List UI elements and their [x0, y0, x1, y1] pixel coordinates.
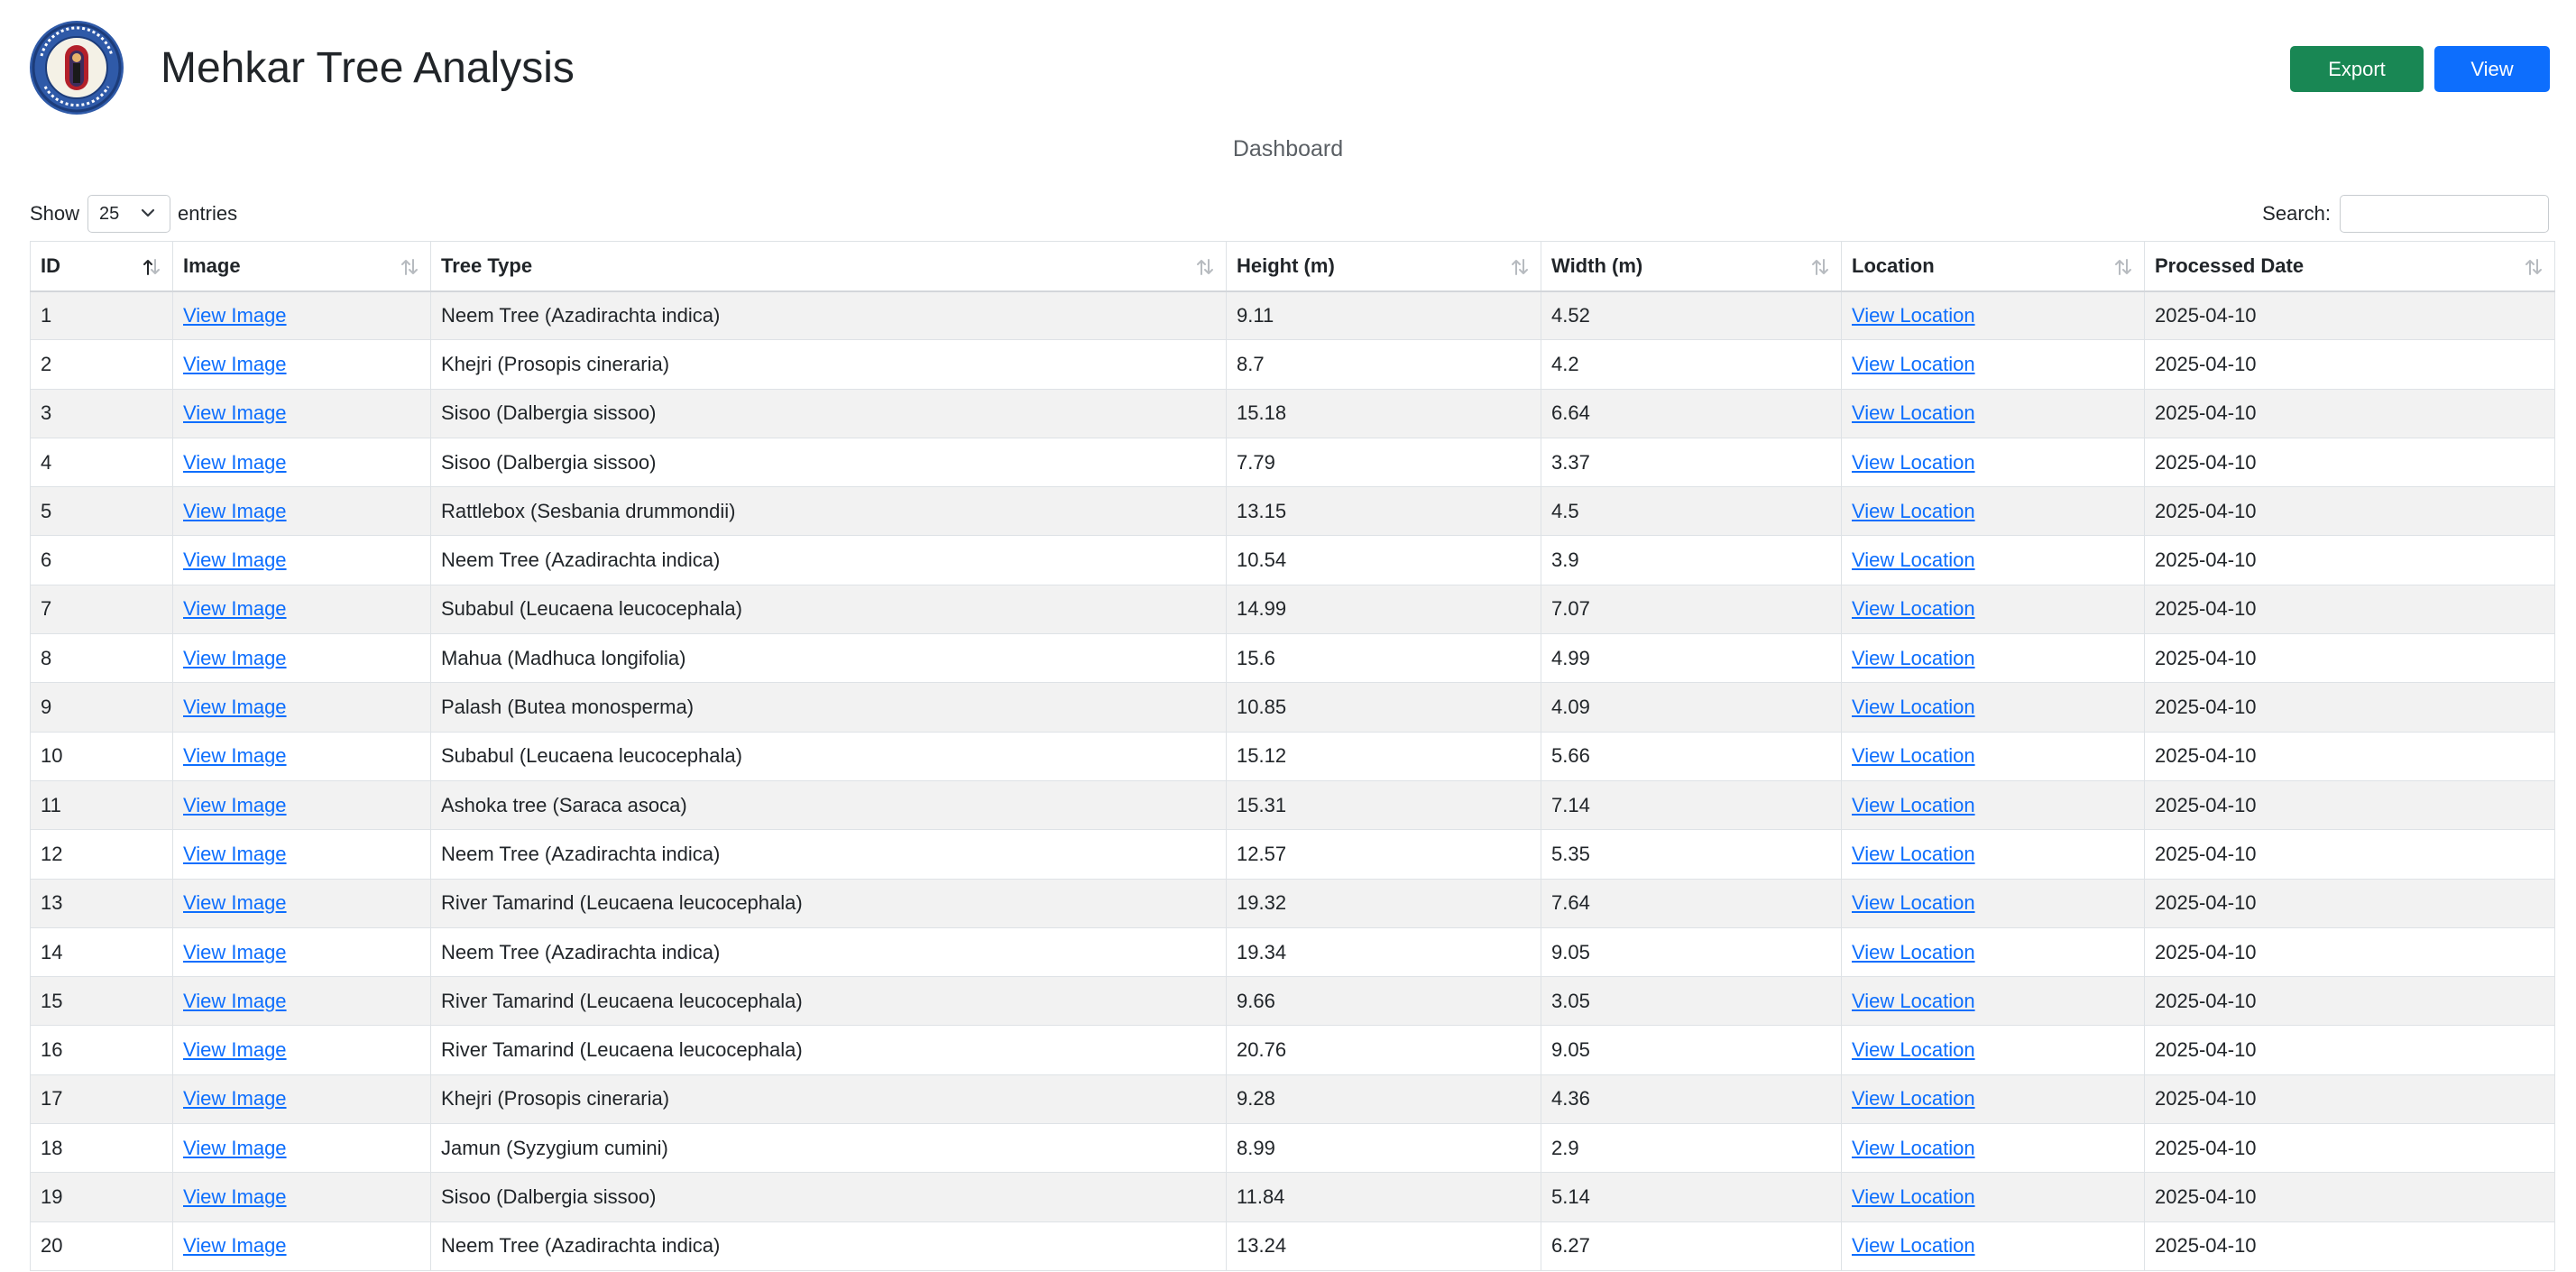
column-header-processed-date[interactable]	[2145, 242, 2555, 291]
cell-location	[1842, 389, 2145, 438]
cell-location	[1842, 585, 2145, 633]
table-row	[31, 1074, 2555, 1123]
table-body	[31, 291, 2555, 1271]
cell-id: 18	[31, 1124, 173, 1173]
cell-processed-date: 2025-04-10	[2145, 1124, 2555, 1173]
cell-image	[173, 732, 431, 780]
cell-location	[1842, 927, 2145, 976]
cell-id: 4	[31, 438, 173, 486]
table-row	[31, 585, 2555, 633]
cell-processed-date: 2025-04-10	[2145, 634, 2555, 683]
cell-width: 5.35	[1541, 830, 1842, 879]
cell-location	[1842, 732, 2145, 780]
cell-processed-date: 2025-04-10	[2145, 780, 2555, 829]
cell-image	[173, 830, 431, 879]
column-header-id[interactable]	[31, 242, 173, 291]
column-header-tree-type[interactable]	[431, 242, 1227, 291]
entries-select-value: 25	[99, 204, 120, 224]
cell-tree-type: Neem Tree (Azadirachta indica)	[431, 536, 1227, 585]
column-header-image[interactable]	[173, 242, 431, 291]
column-header-label: Tree Type	[441, 253, 533, 277]
view-image-link[interactable]: View Image	[183, 597, 287, 621]
cell-id: 17	[31, 1074, 173, 1123]
table-row	[31, 389, 2555, 438]
view-location-link[interactable]: View Location	[1852, 303, 1975, 327]
table-row	[31, 977, 2555, 1026]
cell-image	[173, 536, 431, 585]
column-header-height[interactable]	[1227, 242, 1541, 291]
cell-width: 7.64	[1541, 879, 1842, 927]
cell-height: 13.15	[1227, 487, 1541, 536]
cell-location	[1842, 340, 2145, 389]
cell-height: 15.12	[1227, 732, 1541, 780]
cell-id: 15	[31, 977, 173, 1026]
view-location-link[interactable]: View Location	[1852, 891, 1975, 915]
cell-height: 20.76	[1227, 1026, 1541, 1074]
view-location-link[interactable]: View Location	[1852, 401, 1975, 425]
cell-processed-date: 2025-04-10	[2145, 340, 2555, 389]
cell-height: 19.34	[1227, 927, 1541, 976]
view-location-link[interactable]: View Location	[1852, 1184, 1975, 1208]
cell-id: 12	[31, 830, 173, 879]
view-image-link[interactable]: View Image	[183, 842, 287, 865]
cell-height: 10.54	[1227, 536, 1541, 585]
table-row	[31, 634, 2555, 683]
cell-processed-date: 2025-04-10	[2145, 927, 2555, 976]
view-location-link[interactable]: View Location	[1852, 793, 1975, 816]
view-image-link[interactable]: View Image	[183, 940, 287, 963]
cell-location	[1842, 780, 2145, 829]
cell-processed-date: 2025-04-10	[2145, 438, 2555, 486]
cell-height: 7.79	[1227, 438, 1541, 486]
cell-tree-type: River Tamarind (Leucaena leucocephala)	[431, 977, 1227, 1026]
cell-id: 7	[31, 585, 173, 633]
view-location-link[interactable]: View Location	[1852, 548, 1975, 572]
cell-tree-type: River Tamarind (Leucaena leucocephala)	[431, 1026, 1227, 1074]
view-image-link[interactable]: View Image	[183, 401, 287, 425]
cell-location	[1842, 487, 2145, 536]
view-image-link[interactable]: View Image	[183, 499, 287, 522]
cell-processed-date: 2025-04-10	[2145, 1221, 2555, 1270]
table-row	[31, 487, 2555, 536]
cell-id: 20	[31, 1221, 173, 1270]
view-location-link[interactable]: View Location	[1852, 597, 1975, 621]
cell-width: 9.05	[1541, 927, 1842, 976]
table-row	[31, 1026, 2555, 1074]
table-header-row	[31, 242, 2555, 291]
cell-height: 9.28	[1227, 1074, 1541, 1123]
cell-processed-date: 2025-04-10	[2145, 1026, 2555, 1074]
view-location-link[interactable]: View Location	[1852, 696, 1975, 719]
table-row	[31, 536, 2555, 585]
cell-width: 4.09	[1541, 683, 1842, 732]
view-location-link[interactable]: View Location	[1852, 1136, 1975, 1159]
cell-width: 5.66	[1541, 732, 1842, 780]
cell-width: 3.9	[1541, 536, 1842, 585]
cell-width: 2.9	[1541, 1124, 1842, 1173]
search-control	[2262, 194, 2549, 234]
cell-height: 9.11	[1227, 291, 1541, 340]
cell-location	[1842, 536, 2145, 585]
cell-width: 4.52	[1541, 291, 1842, 340]
view-location-link[interactable]: View Location	[1852, 450, 1975, 474]
trees-table	[30, 241, 2555, 1271]
cell-height: 13.24	[1227, 1221, 1541, 1270]
cell-processed-date: 2025-04-10	[2145, 977, 2555, 1026]
cell-width: 5.14	[1541, 1173, 1842, 1221]
view-location-link[interactable]: View Location	[1852, 352, 1975, 375]
cell-id: 10	[31, 732, 173, 780]
table-row	[31, 732, 2555, 780]
cell-location	[1842, 1026, 2145, 1074]
table-row	[31, 830, 2555, 879]
cell-image	[173, 1074, 431, 1123]
cell-id: 1	[31, 291, 173, 340]
cell-id: 8	[31, 634, 173, 683]
cell-tree-type: Khejri (Prosopis cineraria)	[431, 340, 1227, 389]
chevron-down-icon	[139, 204, 157, 222]
column-header-location[interactable]	[1842, 242, 2145, 291]
cell-id: 13	[31, 879, 173, 927]
view-image-link[interactable]: View Image	[183, 548, 287, 572]
view-location-link[interactable]: View Location	[1852, 842, 1975, 865]
view-image-link[interactable]: View Image	[183, 744, 287, 768]
view-image-link[interactable]: View Image	[183, 1184, 287, 1208]
cell-tree-type: Subabul (Leucaena leucocephala)	[431, 585, 1227, 633]
cell-processed-date: 2025-04-10	[2145, 879, 2555, 927]
cell-height: 9.66	[1227, 977, 1541, 1026]
cell-location	[1842, 1074, 2145, 1123]
sort-icon	[2113, 258, 2133, 276]
cell-height: 12.57	[1227, 830, 1541, 879]
cell-tree-type: Khejri (Prosopis cineraria)	[431, 1074, 1227, 1123]
cell-height: 8.7	[1227, 340, 1541, 389]
column-header-label: Image	[183, 253, 241, 277]
cell-height: 19.32	[1227, 879, 1541, 927]
cell-location	[1842, 291, 2145, 340]
dashboard-subtitle: Dashboard	[1232, 136, 1344, 161]
view-image-link[interactable]: View Image	[183, 891, 287, 915]
view-image-link[interactable]: View Image	[183, 1136, 287, 1159]
cell-image	[173, 780, 431, 829]
cell-processed-date: 2025-04-10	[2145, 389, 2555, 438]
table-row	[31, 780, 2555, 829]
view-location-link[interactable]: View Location	[1852, 1234, 1975, 1258]
cell-processed-date: 2025-04-10	[2145, 1173, 2555, 1221]
entries-control	[30, 194, 237, 234]
cell-image	[173, 1173, 431, 1221]
view-image-link[interactable]: View Image	[183, 793, 287, 816]
cell-height: 15.6	[1227, 634, 1541, 683]
view-image-link[interactable]: View Image	[183, 450, 287, 474]
table-row	[31, 879, 2555, 927]
cell-processed-date: 2025-04-10	[2145, 487, 2555, 536]
cell-image	[173, 340, 431, 389]
cell-image	[173, 1221, 431, 1270]
cell-height: 10.85	[1227, 683, 1541, 732]
municipal-seal-logo	[29, 20, 124, 115]
cell-tree-type: Palash (Butea monosperma)	[431, 683, 1227, 732]
view-location-link[interactable]: View Location	[1852, 989, 1975, 1012]
cell-tree-type: Sisoo (Dalbergia sissoo)	[431, 1173, 1227, 1221]
cell-width: 6.27	[1541, 1221, 1842, 1270]
cell-image	[173, 1124, 431, 1173]
cell-processed-date: 2025-04-10	[2145, 1074, 2555, 1123]
cell-width: 4.5	[1541, 487, 1842, 536]
cell-image	[173, 389, 431, 438]
cell-tree-type: Neem Tree (Azadirachta indica)	[431, 927, 1227, 976]
cell-width: 6.64	[1541, 389, 1842, 438]
cell-processed-date: 2025-04-10	[2145, 291, 2555, 340]
export-data-button[interactable]: Export Data	[2290, 46, 2424, 92]
cell-width: 4.99	[1541, 634, 1842, 683]
cell-image	[173, 927, 431, 976]
cell-image	[173, 291, 431, 340]
cell-id: 6	[31, 536, 173, 585]
cell-image	[173, 487, 431, 536]
column-header-label: Width (m)	[1551, 253, 1643, 277]
view-image-link[interactable]: View Image	[183, 352, 287, 375]
cell-id: 16	[31, 1026, 173, 1074]
cell-tree-type: Sisoo (Dalbergia sissoo)	[431, 438, 1227, 486]
view-image-link[interactable]: View Image	[183, 696, 287, 719]
cell-location	[1842, 879, 2145, 927]
cell-location	[1842, 634, 2145, 683]
cell-image	[173, 879, 431, 927]
cell-height: 11.84	[1227, 1173, 1541, 1221]
table-row	[31, 1221, 2555, 1270]
search-input[interactable]	[2340, 195, 2549, 233]
view-location-link[interactable]: View Location	[1852, 646, 1975, 669]
cell-processed-date: 2025-04-10	[2145, 683, 2555, 732]
page-title: Mehkar Tree Analysis	[161, 44, 575, 92]
entries-select[interactable]	[87, 195, 170, 233]
cell-location	[1842, 830, 2145, 879]
view-location-link[interactable]: View Location	[1852, 940, 1975, 963]
cell-tree-type: Ashoka tree (Saraca asoca)	[431, 780, 1227, 829]
table-row	[31, 291, 2555, 340]
cell-id: 5	[31, 487, 173, 536]
table-row	[31, 340, 2555, 389]
cell-tree-type: Rattlebox (Sesbania drummondii)	[431, 487, 1227, 536]
view-location-link[interactable]: View Location	[1852, 1087, 1975, 1111]
table-row	[31, 1124, 2555, 1173]
view-image-link[interactable]: View Image	[183, 646, 287, 669]
cell-image	[173, 977, 431, 1026]
sort-icon	[1810, 258, 1830, 276]
cell-width: 9.05	[1541, 1026, 1842, 1074]
cell-id: 19	[31, 1173, 173, 1221]
cell-width: 3.05	[1541, 977, 1842, 1026]
search-label: Search:	[2262, 202, 2331, 225]
column-header-label: ID	[41, 253, 60, 277]
table-row	[31, 683, 2555, 732]
view-image-link[interactable]: View Image	[183, 989, 287, 1012]
sort-icon	[2524, 258, 2544, 276]
cell-id: 3	[31, 389, 173, 438]
view-location-link[interactable]: View Location	[1852, 744, 1975, 768]
cell-tree-type: Neem Tree (Azadirachta indica)	[431, 1221, 1227, 1270]
cell-location	[1842, 1124, 2145, 1173]
cell-processed-date: 2025-04-10	[2145, 536, 2555, 585]
view-image-link[interactable]: View Image	[183, 1087, 287, 1111]
view-image-link[interactable]: View Image	[183, 1038, 287, 1062]
view-location-link[interactable]: View Location	[1852, 499, 1975, 522]
column-header-width[interactable]	[1541, 242, 1842, 291]
view-location-link[interactable]: View Location	[1852, 1038, 1975, 1062]
view-map-button[interactable]: View Map	[2434, 46, 2550, 92]
cell-location	[1842, 683, 2145, 732]
cell-image	[173, 585, 431, 633]
cell-tree-type: Neem Tree (Azadirachta indica)	[431, 830, 1227, 879]
entries-label: entries	[178, 202, 238, 225]
page-header	[0, 0, 2576, 135]
sort-icon	[400, 258, 419, 276]
table-row	[31, 438, 2555, 486]
cell-width: 4.36	[1541, 1074, 1842, 1123]
show-label: Show	[30, 202, 80, 225]
cell-id: 11	[31, 780, 173, 829]
cell-width: 7.14	[1541, 780, 1842, 829]
cell-tree-type: River Tamarind (Leucaena leucocephala)	[431, 879, 1227, 927]
cell-id: 14	[31, 927, 173, 976]
cell-location	[1842, 1173, 2145, 1221]
cell-tree-type: Mahua (Madhuca longifolia)	[431, 634, 1227, 683]
column-header-label: Height (m)	[1237, 253, 1335, 277]
cell-width: 4.2	[1541, 340, 1842, 389]
cell-image	[173, 683, 431, 732]
cell-location	[1842, 438, 2145, 486]
table-row	[31, 1173, 2555, 1221]
table-row	[31, 927, 2555, 976]
sort-ascending-icon	[142, 258, 161, 276]
column-header-label: Location	[1852, 253, 1935, 277]
cell-location	[1842, 1221, 2145, 1270]
cell-width: 3.37	[1541, 438, 1842, 486]
view-image-link[interactable]: View Image	[183, 1234, 287, 1258]
cell-processed-date: 2025-04-10	[2145, 585, 2555, 633]
cell-image	[173, 634, 431, 683]
cell-image	[173, 438, 431, 486]
cell-image	[173, 1026, 431, 1074]
cell-width: 7.07	[1541, 585, 1842, 633]
column-header-label: Processed Date	[2155, 253, 2305, 277]
cell-processed-date: 2025-04-10	[2145, 732, 2555, 780]
cell-id: 9	[31, 683, 173, 732]
cell-tree-type: Subabul (Leucaena leucocephala)	[431, 732, 1227, 780]
sort-icon	[1510, 258, 1530, 276]
cell-id: 2	[31, 340, 173, 389]
view-image-link[interactable]: View Image	[183, 303, 287, 327]
cell-processed-date: 2025-04-10	[2145, 830, 2555, 879]
cell-tree-type: Neem Tree (Azadirachta indica)	[431, 291, 1227, 340]
cell-height: 14.99	[1227, 585, 1541, 633]
cell-height: 8.99	[1227, 1124, 1541, 1173]
cell-tree-type: Sisoo (Dalbergia sissoo)	[431, 389, 1227, 438]
cell-height: 15.31	[1227, 780, 1541, 829]
cell-height: 15.18	[1227, 389, 1541, 438]
sort-icon	[1195, 258, 1215, 276]
cell-tree-type: Jamun (Syzygium cumini)	[431, 1124, 1227, 1173]
cell-location	[1842, 977, 2145, 1026]
